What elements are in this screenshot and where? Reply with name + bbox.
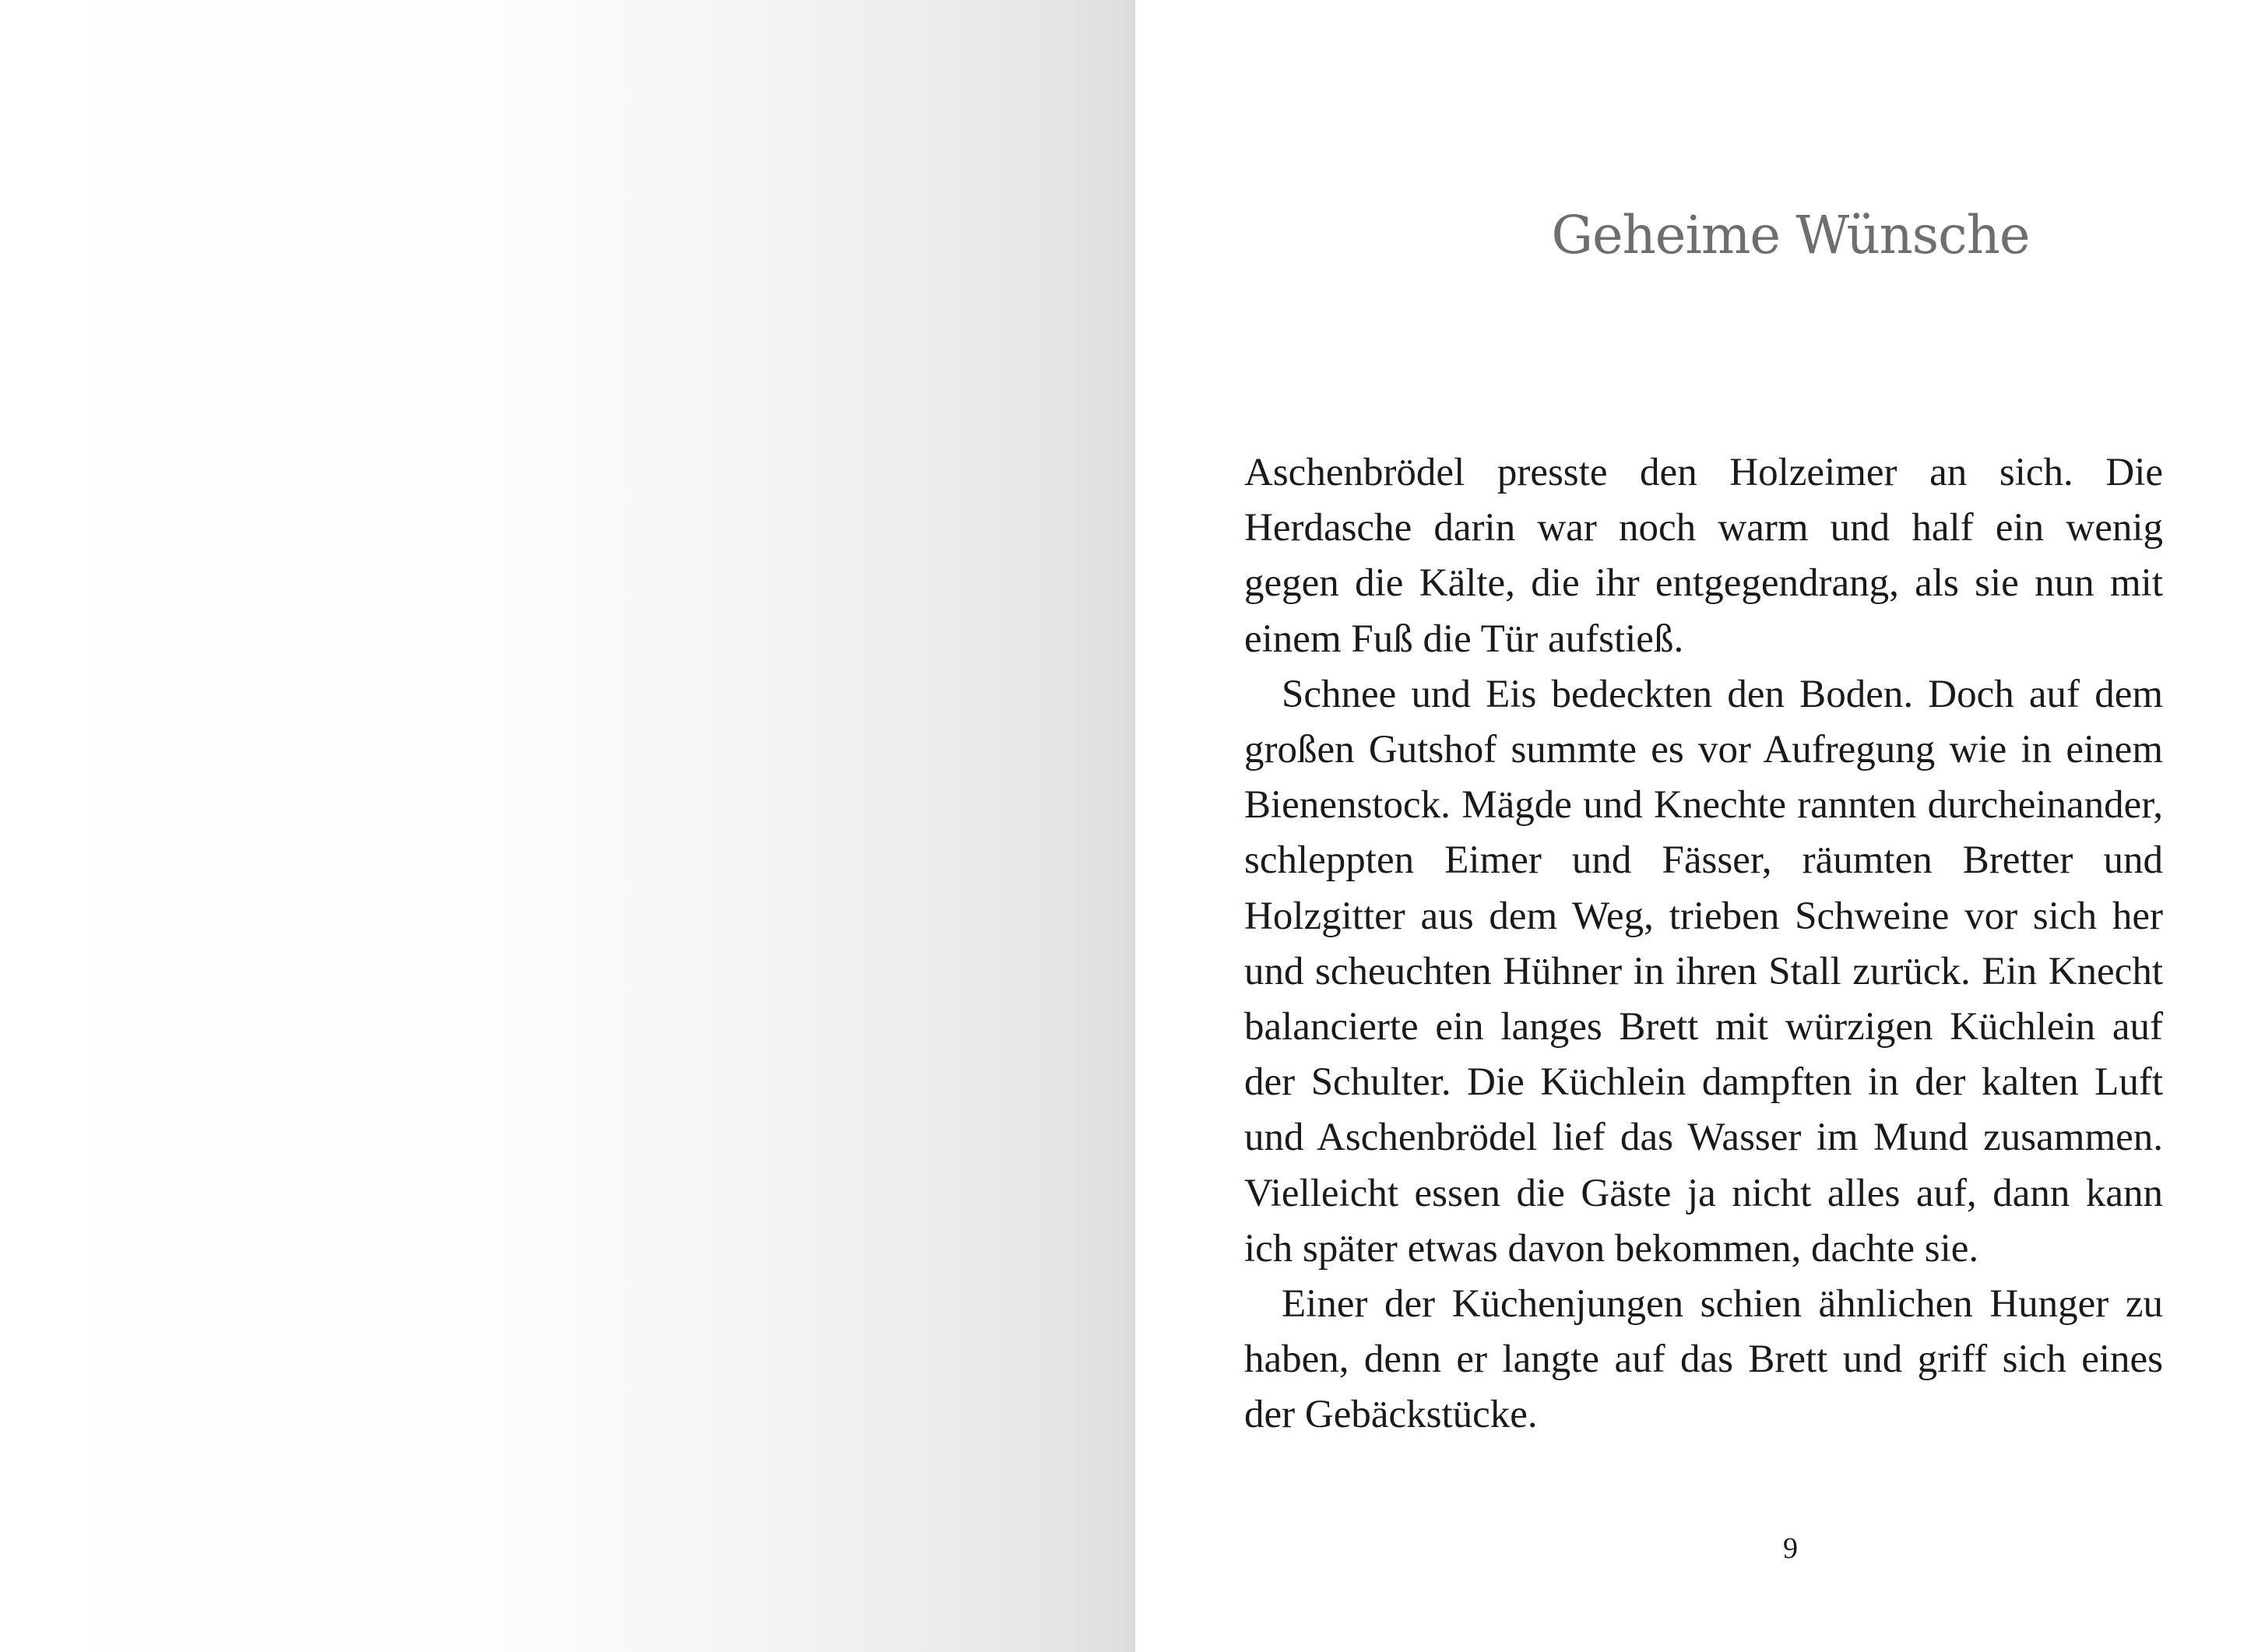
chapter-title: Geheime Wünsche (1551, 205, 2030, 265)
paragraph-3: Einer der Küchenjungen schien ähnlichen Hunger zu haben, denn er langte auf das Brett und griff sich eines der Gebäckstücke. (1244, 1282, 2163, 1437)
paragraph-1: Aschenbrödel presste den Holzeimer an sich. Die Herdasche darin war noch warm und half ein wenig gegen die Kälte, die ihr entgegendrang, als sie nun mit einem Fuß die Tür aufstieß. (1244, 451, 2163, 661)
page-number: 9 (1783, 1532, 1798, 1565)
paragraph-2: Schnee und Eis bedeckten den Boden. Doch auf dem großen Gutshof summte es vor Aufregung wie in einem Bienenstock. Mägde und Knechte rannten durcheinander, schleppten Eimer und Fässer, räumten Bretter und Holzgitter aus dem Weg, trieben Schweine vor sich her und scheuchten Hühner in ihren Stall zurück. Ein Knecht balancierte ein langes Brett mit würzigen Küchlein auf der Schulter. Die Küchlein dampften in der kalten Luft und Aschenbrödel lief das Wasser im Mund zusammen. Vielleicht essen die Gäste ja nicht alles auf, dann kann ich später etwas davon bekommen, dachte sie. (1244, 672, 2163, 1271)
right-page (1135, 0, 2265, 1652)
body-text (1244, 445, 2163, 1443)
